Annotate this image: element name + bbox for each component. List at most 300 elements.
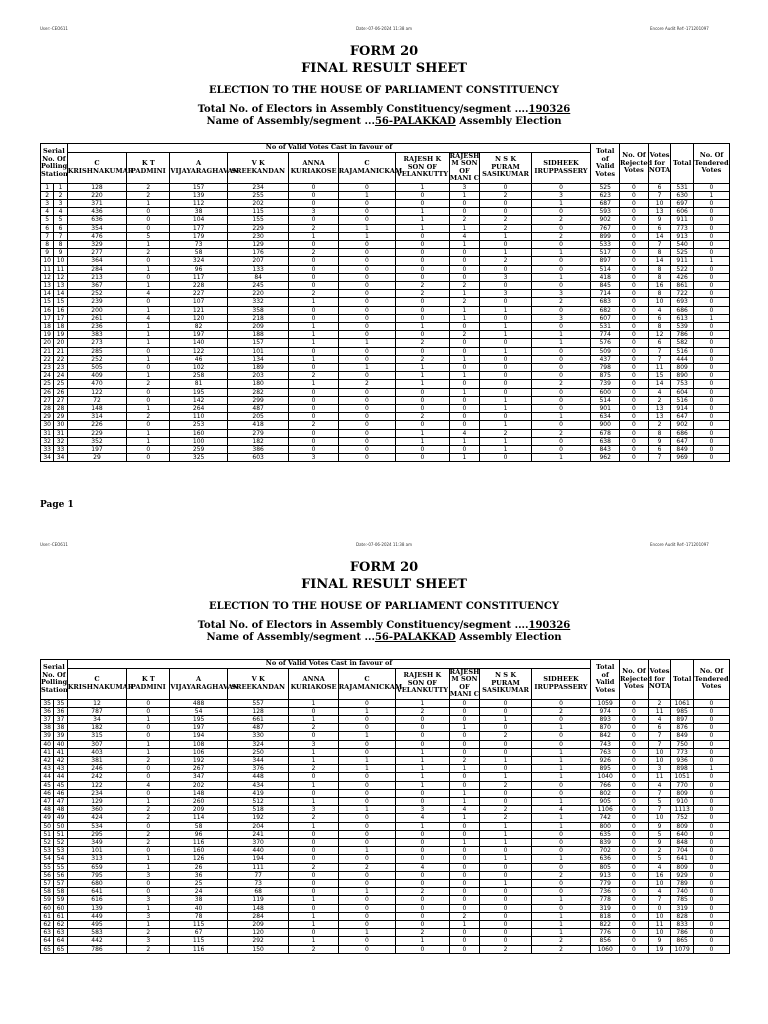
table-cell: 67 bbox=[170, 929, 227, 937]
table-cell: 140 bbox=[170, 339, 227, 347]
table-cell: 0 bbox=[531, 281, 591, 289]
table-cell: 0 bbox=[620, 896, 649, 904]
table-cell: 0 bbox=[289, 413, 338, 421]
table-cell: 26 bbox=[170, 863, 227, 871]
table-cell: 1 bbox=[396, 937, 449, 945]
table-cell: 7 bbox=[648, 789, 671, 797]
table-cell: 0 bbox=[449, 822, 480, 830]
table-cell: 0 bbox=[449, 855, 480, 863]
table-cell: 332 bbox=[227, 298, 289, 306]
table-cell: 0 bbox=[338, 265, 395, 273]
table-cell: 12 bbox=[54, 273, 67, 281]
table-cell: 0 bbox=[396, 232, 449, 240]
table-cell: 0 bbox=[693, 249, 729, 257]
table-cell: 969 bbox=[671, 454, 694, 462]
table-cell: 849 bbox=[671, 446, 694, 454]
table-cell: 1 bbox=[127, 306, 170, 314]
table-cell: 2 bbox=[480, 806, 531, 814]
table-cell: 740 bbox=[671, 888, 694, 896]
table-cell: 203 bbox=[227, 372, 289, 380]
table-cell: 62 bbox=[54, 920, 67, 928]
table-cell: 0 bbox=[531, 421, 591, 429]
table-cell: 0 bbox=[449, 937, 480, 945]
table-cell: 0 bbox=[127, 298, 170, 306]
table-cell: 4 bbox=[396, 863, 449, 871]
table-cell: 974 bbox=[591, 707, 620, 715]
table-cell: 0 bbox=[693, 421, 729, 429]
table-cell: 2 bbox=[289, 290, 338, 298]
table-cell: 55 bbox=[41, 863, 54, 871]
table-cell: 30 bbox=[41, 421, 54, 429]
table-cell: 0 bbox=[338, 912, 395, 920]
table-cell: 0 bbox=[620, 855, 649, 863]
table-cell: 0 bbox=[531, 732, 591, 740]
table-cell: 0 bbox=[127, 888, 170, 896]
table-cell: 0 bbox=[396, 855, 449, 863]
table-cell: 37 bbox=[41, 715, 54, 723]
table-cell: 539 bbox=[671, 322, 694, 330]
table-cell: 0 bbox=[693, 806, 729, 814]
table-cell: 2 bbox=[531, 945, 591, 953]
table-cell: 1 bbox=[480, 232, 531, 240]
table-cell: 0 bbox=[693, 945, 729, 953]
table-cell: 34 bbox=[54, 454, 67, 462]
table-cell: 0 bbox=[127, 388, 170, 396]
table-cell: 2 bbox=[127, 838, 170, 846]
table-cell: 78 bbox=[170, 912, 227, 920]
table-cell: 593 bbox=[591, 208, 620, 216]
table-cell: 24 bbox=[41, 372, 54, 380]
table-cell: 0 bbox=[693, 396, 729, 404]
table-cell: 142 bbox=[170, 396, 227, 404]
table-cell: 44 bbox=[41, 773, 54, 781]
table-cell: 0 bbox=[338, 396, 395, 404]
table-cell: 0 bbox=[338, 920, 395, 928]
table-cell: 0 bbox=[289, 388, 338, 396]
table-cell: 1059 bbox=[591, 699, 620, 707]
table-cell: 277 bbox=[67, 249, 127, 257]
table-cell: 0 bbox=[289, 830, 338, 838]
table-cell: 0 bbox=[449, 699, 480, 707]
table-cell: 148 bbox=[67, 404, 127, 412]
table-cell: 1 bbox=[531, 855, 591, 863]
table-cell: 0 bbox=[620, 257, 649, 265]
table-cell: 0 bbox=[620, 347, 649, 355]
table-cell: 0 bbox=[693, 290, 729, 298]
table-cell: 0 bbox=[396, 740, 449, 748]
table-cell: 2 bbox=[338, 863, 395, 871]
table-cell: 134 bbox=[227, 355, 289, 363]
table-cell: 0 bbox=[693, 265, 729, 273]
table-cell: 0 bbox=[338, 724, 395, 732]
table-cell: 647 bbox=[671, 437, 694, 445]
table-cell: 0 bbox=[449, 847, 480, 855]
table-cell: 1 bbox=[127, 404, 170, 412]
table-cell: 22 bbox=[54, 355, 67, 363]
table-cell: 0 bbox=[480, 240, 531, 248]
table-cell: 1 bbox=[449, 920, 480, 928]
table-cell: 330 bbox=[227, 732, 289, 740]
assembly-suffix: Assembly Election bbox=[455, 116, 562, 127]
table-cell: 0 bbox=[480, 724, 531, 732]
table-cell: 229 bbox=[67, 429, 127, 437]
table-cell: 1 bbox=[289, 715, 338, 723]
table-cell: 902 bbox=[671, 421, 694, 429]
table-cell: 911 bbox=[671, 216, 694, 224]
table-cell: 284 bbox=[67, 265, 127, 273]
table-cell: 252 bbox=[67, 355, 127, 363]
table-cell: 2 bbox=[396, 290, 449, 298]
table-cell: 634 bbox=[591, 413, 620, 421]
table-cell: 54 bbox=[41, 855, 54, 863]
table-cell: 386 bbox=[227, 446, 289, 454]
table-cell: 195 bbox=[170, 715, 227, 723]
table-cell: 107 bbox=[170, 298, 227, 306]
table-cell: 282 bbox=[227, 388, 289, 396]
total-header: Total bbox=[671, 144, 694, 184]
table-cell: 487 bbox=[227, 404, 289, 412]
table-cell: 0 bbox=[693, 437, 729, 445]
table-cell: 100 bbox=[170, 437, 227, 445]
table-cell: 50 bbox=[54, 822, 67, 830]
table-cell: 0 bbox=[531, 699, 591, 707]
table-cell: 36 bbox=[41, 707, 54, 715]
table-cell: 182 bbox=[227, 437, 289, 445]
table-cell: 0 bbox=[480, 339, 531, 347]
table-cell: 0 bbox=[449, 830, 480, 838]
table-row bbox=[41, 339, 730, 347]
table-cell: 0 bbox=[693, 404, 729, 412]
table-cell: 0 bbox=[693, 707, 729, 715]
table-cell: 0 bbox=[289, 446, 338, 454]
table-cell: 1 bbox=[338, 888, 395, 896]
table-cell: 194 bbox=[227, 855, 289, 863]
table-cell: 35 bbox=[54, 699, 67, 707]
table-cell: 3 bbox=[54, 199, 67, 207]
table-cell: 0 bbox=[127, 879, 170, 887]
table-cell: 636 bbox=[591, 855, 620, 863]
table-cell: 202 bbox=[170, 781, 227, 789]
table-cell: 576 bbox=[591, 339, 620, 347]
table-cell: 73 bbox=[227, 879, 289, 887]
table-cell: 8 bbox=[648, 273, 671, 281]
table-cell: 1 bbox=[396, 822, 449, 830]
table-cell: 0 bbox=[480, 454, 531, 462]
table-cell: 182 bbox=[67, 724, 127, 732]
table-cell: 897 bbox=[591, 257, 620, 265]
table-cell: 381 bbox=[67, 756, 127, 764]
table-cell: 1 bbox=[396, 765, 449, 773]
table-cell: 0 bbox=[531, 830, 591, 838]
table-cell: 0 bbox=[693, 281, 729, 289]
table-cell: 6 bbox=[648, 724, 671, 732]
table-cell: 20 bbox=[54, 339, 67, 347]
table-cell: 0 bbox=[620, 413, 649, 421]
table-cell: 0 bbox=[620, 879, 649, 887]
date-header: Date:-07-06-2024 11:38 am bbox=[356, 542, 413, 547]
table-cell: 786 bbox=[67, 945, 127, 953]
table-cell: 0 bbox=[620, 765, 649, 773]
table-cell: 4 bbox=[127, 290, 170, 298]
candidate-header: N S K PURAM SASIKUMAR bbox=[480, 668, 531, 699]
table-cell: 0 bbox=[620, 863, 649, 871]
table-cell: 805 bbox=[591, 863, 620, 871]
table-cell: 3 bbox=[480, 290, 531, 298]
table-cell: 60 bbox=[54, 904, 67, 912]
electors-value: 190326 bbox=[528, 104, 571, 115]
table-cell: 319 bbox=[591, 904, 620, 912]
table-row bbox=[41, 929, 730, 937]
table-cell: 0 bbox=[127, 773, 170, 781]
table-cell: 0 bbox=[620, 183, 649, 191]
table-cell: 583 bbox=[67, 929, 127, 937]
table-cell: 0 bbox=[338, 789, 395, 797]
table-cell: 114 bbox=[170, 814, 227, 822]
table-cell: 6 bbox=[41, 224, 54, 232]
table-cell: 0 bbox=[620, 191, 649, 199]
table-cell: 0 bbox=[127, 847, 170, 855]
table-cell: 3 bbox=[41, 199, 54, 207]
table-cell: 0 bbox=[396, 896, 449, 904]
table-cell: 0 bbox=[127, 396, 170, 404]
table-cell: 0 bbox=[449, 363, 480, 371]
table-cell: 0 bbox=[289, 732, 338, 740]
table-cell: 41 bbox=[54, 748, 67, 756]
table-cell: 1040 bbox=[591, 773, 620, 781]
table-cell: 0 bbox=[620, 822, 649, 830]
table-cell: 1 bbox=[338, 339, 395, 347]
table-cell: 0 bbox=[289, 871, 338, 879]
table-cell: 0 bbox=[480, 740, 531, 748]
table-cell: 8 bbox=[648, 249, 671, 257]
table-cell: 0 bbox=[338, 290, 395, 298]
table-cell: 246 bbox=[67, 765, 127, 773]
table-cell: 40 bbox=[170, 904, 227, 912]
table-cell: 0 bbox=[449, 740, 480, 748]
table-cell: 1 bbox=[289, 797, 338, 805]
table-cell: 279 bbox=[227, 429, 289, 437]
table-cell: 0 bbox=[449, 748, 480, 756]
table-cell: 0 bbox=[449, 249, 480, 257]
table-cell: 0 bbox=[693, 224, 729, 232]
table-cell: 10 bbox=[41, 257, 54, 265]
table-cell: 0 bbox=[449, 322, 480, 330]
candidate-header: A VIJAYARAGHAVAN bbox=[170, 152, 227, 183]
table-cell: 1 bbox=[531, 912, 591, 920]
table-cell: 0 bbox=[480, 888, 531, 896]
table-cell: 34 bbox=[41, 454, 54, 462]
table-cell: 7 bbox=[41, 232, 54, 240]
table-cell: 0 bbox=[480, 871, 531, 879]
table-cell: 39 bbox=[54, 732, 67, 740]
table-cell: 843 bbox=[591, 446, 620, 454]
table-cell: 0 bbox=[338, 273, 395, 281]
table-cell: 517 bbox=[591, 249, 620, 257]
candidate-header: N S K PURAM SASIKUMAR bbox=[480, 152, 531, 183]
table-cell: 0 bbox=[693, 208, 729, 216]
table-cell: 0 bbox=[480, 298, 531, 306]
table-cell: 58 bbox=[170, 822, 227, 830]
table-cell: 0 bbox=[480, 937, 531, 945]
table-row bbox=[41, 446, 730, 454]
table-cell: 1 bbox=[127, 322, 170, 330]
table-cell: 1 bbox=[289, 232, 338, 240]
table-cell: 0 bbox=[127, 446, 170, 454]
table-cell: 436 bbox=[67, 208, 127, 216]
table-cell: 0 bbox=[127, 216, 170, 224]
table-cell: 936 bbox=[671, 756, 694, 764]
table-cell: 802 bbox=[591, 789, 620, 797]
table-cell: 0 bbox=[338, 822, 395, 830]
candidate-header: V K SREEKANDAN bbox=[227, 668, 289, 699]
table-cell: 5 bbox=[127, 232, 170, 240]
table-cell: 0 bbox=[449, 199, 480, 207]
table-cell: 1 bbox=[480, 879, 531, 887]
table-cell: 59 bbox=[41, 896, 54, 904]
table-cell: 1079 bbox=[671, 945, 694, 953]
table-cell: 540 bbox=[671, 240, 694, 248]
table-cell: 197 bbox=[170, 724, 227, 732]
table-cell: 635 bbox=[591, 830, 620, 838]
table-cell: 0 bbox=[338, 355, 395, 363]
table-cell: 0 bbox=[480, 748, 531, 756]
table-cell: 82 bbox=[170, 322, 227, 330]
table-cell: 241 bbox=[227, 830, 289, 838]
table-cell: 2 bbox=[289, 945, 338, 953]
table-cell: 28 bbox=[41, 404, 54, 412]
table-cell: 2 bbox=[396, 355, 449, 363]
table-cell: 129 bbox=[227, 240, 289, 248]
table-cell: 440 bbox=[227, 847, 289, 855]
table-cell: 3 bbox=[289, 454, 338, 462]
table-cell: 344 bbox=[227, 756, 289, 764]
table-cell: 1 bbox=[531, 929, 591, 937]
table-cell: 2 bbox=[449, 281, 480, 289]
table-cell: 200 bbox=[67, 306, 127, 314]
table-cell: 40 bbox=[41, 740, 54, 748]
table-cell: 50 bbox=[41, 822, 54, 830]
table-cell: 21 bbox=[54, 347, 67, 355]
table-cell: 38 bbox=[41, 724, 54, 732]
table-cell: 1 bbox=[289, 322, 338, 330]
table-cell: 0 bbox=[693, 732, 729, 740]
table-cell: 0 bbox=[693, 363, 729, 371]
table-cell: 1 bbox=[289, 331, 338, 339]
table-cell: 27 bbox=[41, 396, 54, 404]
table-cell: 0 bbox=[338, 413, 395, 421]
table-cell: 0 bbox=[693, 347, 729, 355]
table-cell: 0 bbox=[693, 372, 729, 380]
table-cell: 0 bbox=[620, 789, 649, 797]
table-cell: 33 bbox=[41, 446, 54, 454]
table-cell: 1 bbox=[449, 240, 480, 248]
table-cell: 42 bbox=[54, 756, 67, 764]
table-cell: 2 bbox=[289, 249, 338, 257]
table-cell: 4 bbox=[54, 208, 67, 216]
table-cell: 0 bbox=[620, 797, 649, 805]
table-cell: 0 bbox=[693, 830, 729, 838]
table-cell: 0 bbox=[620, 298, 649, 306]
table-cell: 220 bbox=[67, 191, 127, 199]
table-row bbox=[41, 781, 730, 789]
table-cell: 347 bbox=[170, 773, 227, 781]
table-cell: 0 bbox=[620, 904, 649, 912]
table-cell: 0 bbox=[480, 199, 531, 207]
table-cell: 133 bbox=[227, 265, 289, 273]
table-cell: 0 bbox=[127, 699, 170, 707]
table-cell: 1 bbox=[480, 756, 531, 764]
table-cell: 45 bbox=[41, 781, 54, 789]
table-cell: 786 bbox=[671, 929, 694, 937]
table-cell: 0 bbox=[620, 240, 649, 248]
table-cell: 96 bbox=[170, 265, 227, 273]
table-cell: 3 bbox=[396, 806, 449, 814]
table-cell: 0 bbox=[449, 781, 480, 789]
table-cell: 110 bbox=[170, 413, 227, 421]
table-cell: 81 bbox=[170, 380, 227, 388]
table-cell: 686 bbox=[671, 306, 694, 314]
table-cell: 0 bbox=[620, 216, 649, 224]
table-cell: 1 bbox=[449, 789, 480, 797]
table-cell: 0 bbox=[531, 838, 591, 846]
table-cell: 0 bbox=[620, 715, 649, 723]
table-cell: 101 bbox=[67, 847, 127, 855]
table-cell: 106 bbox=[170, 748, 227, 756]
table-row bbox=[41, 748, 730, 756]
table-row bbox=[41, 347, 730, 355]
table-cell: 13 bbox=[54, 281, 67, 289]
table-row bbox=[41, 281, 730, 289]
table-cell: 0 bbox=[289, 847, 338, 855]
table-cell: 364 bbox=[67, 257, 127, 265]
table-cell: 1 bbox=[127, 855, 170, 863]
table-cell: 148 bbox=[227, 904, 289, 912]
table-cell: 0 bbox=[693, 298, 729, 306]
table-cell: 861 bbox=[671, 281, 694, 289]
table-cell: 6 bbox=[54, 224, 67, 232]
table-cell: 0 bbox=[449, 707, 480, 715]
table-cell: 0 bbox=[289, 879, 338, 887]
table-cell: 122 bbox=[67, 388, 127, 396]
table-cell: 48 bbox=[54, 806, 67, 814]
table-cell: 43 bbox=[41, 765, 54, 773]
table-cell: 0 bbox=[396, 306, 449, 314]
table-cell: 53 bbox=[54, 847, 67, 855]
table-cell: 0 bbox=[531, 789, 591, 797]
table-cell: 0 bbox=[620, 871, 649, 879]
table-cell: 828 bbox=[671, 912, 694, 920]
candidate-header: K T PADMINI bbox=[127, 152, 170, 183]
table-cell: 38 bbox=[54, 724, 67, 732]
table-cell: 2 bbox=[338, 380, 395, 388]
table-cell: 704 bbox=[671, 847, 694, 855]
table-cell: 514 bbox=[591, 265, 620, 273]
table-cell: 763 bbox=[591, 748, 620, 756]
table-cell: 0 bbox=[396, 871, 449, 879]
table-cell: 2 bbox=[531, 216, 591, 224]
table-cell: 1 bbox=[531, 814, 591, 822]
table-cell: 307 bbox=[67, 740, 127, 748]
table-cell: 1 bbox=[449, 290, 480, 298]
table-cell: 48 bbox=[41, 806, 54, 814]
table-cell: 1 bbox=[449, 306, 480, 314]
table-cell: 5 bbox=[54, 216, 67, 224]
table-cell: 2 bbox=[531, 298, 591, 306]
table-cell: 4 bbox=[396, 814, 449, 822]
table-cell: 229 bbox=[227, 224, 289, 232]
table-cell: 0 bbox=[338, 199, 395, 207]
table-cell: 60 bbox=[41, 904, 54, 912]
